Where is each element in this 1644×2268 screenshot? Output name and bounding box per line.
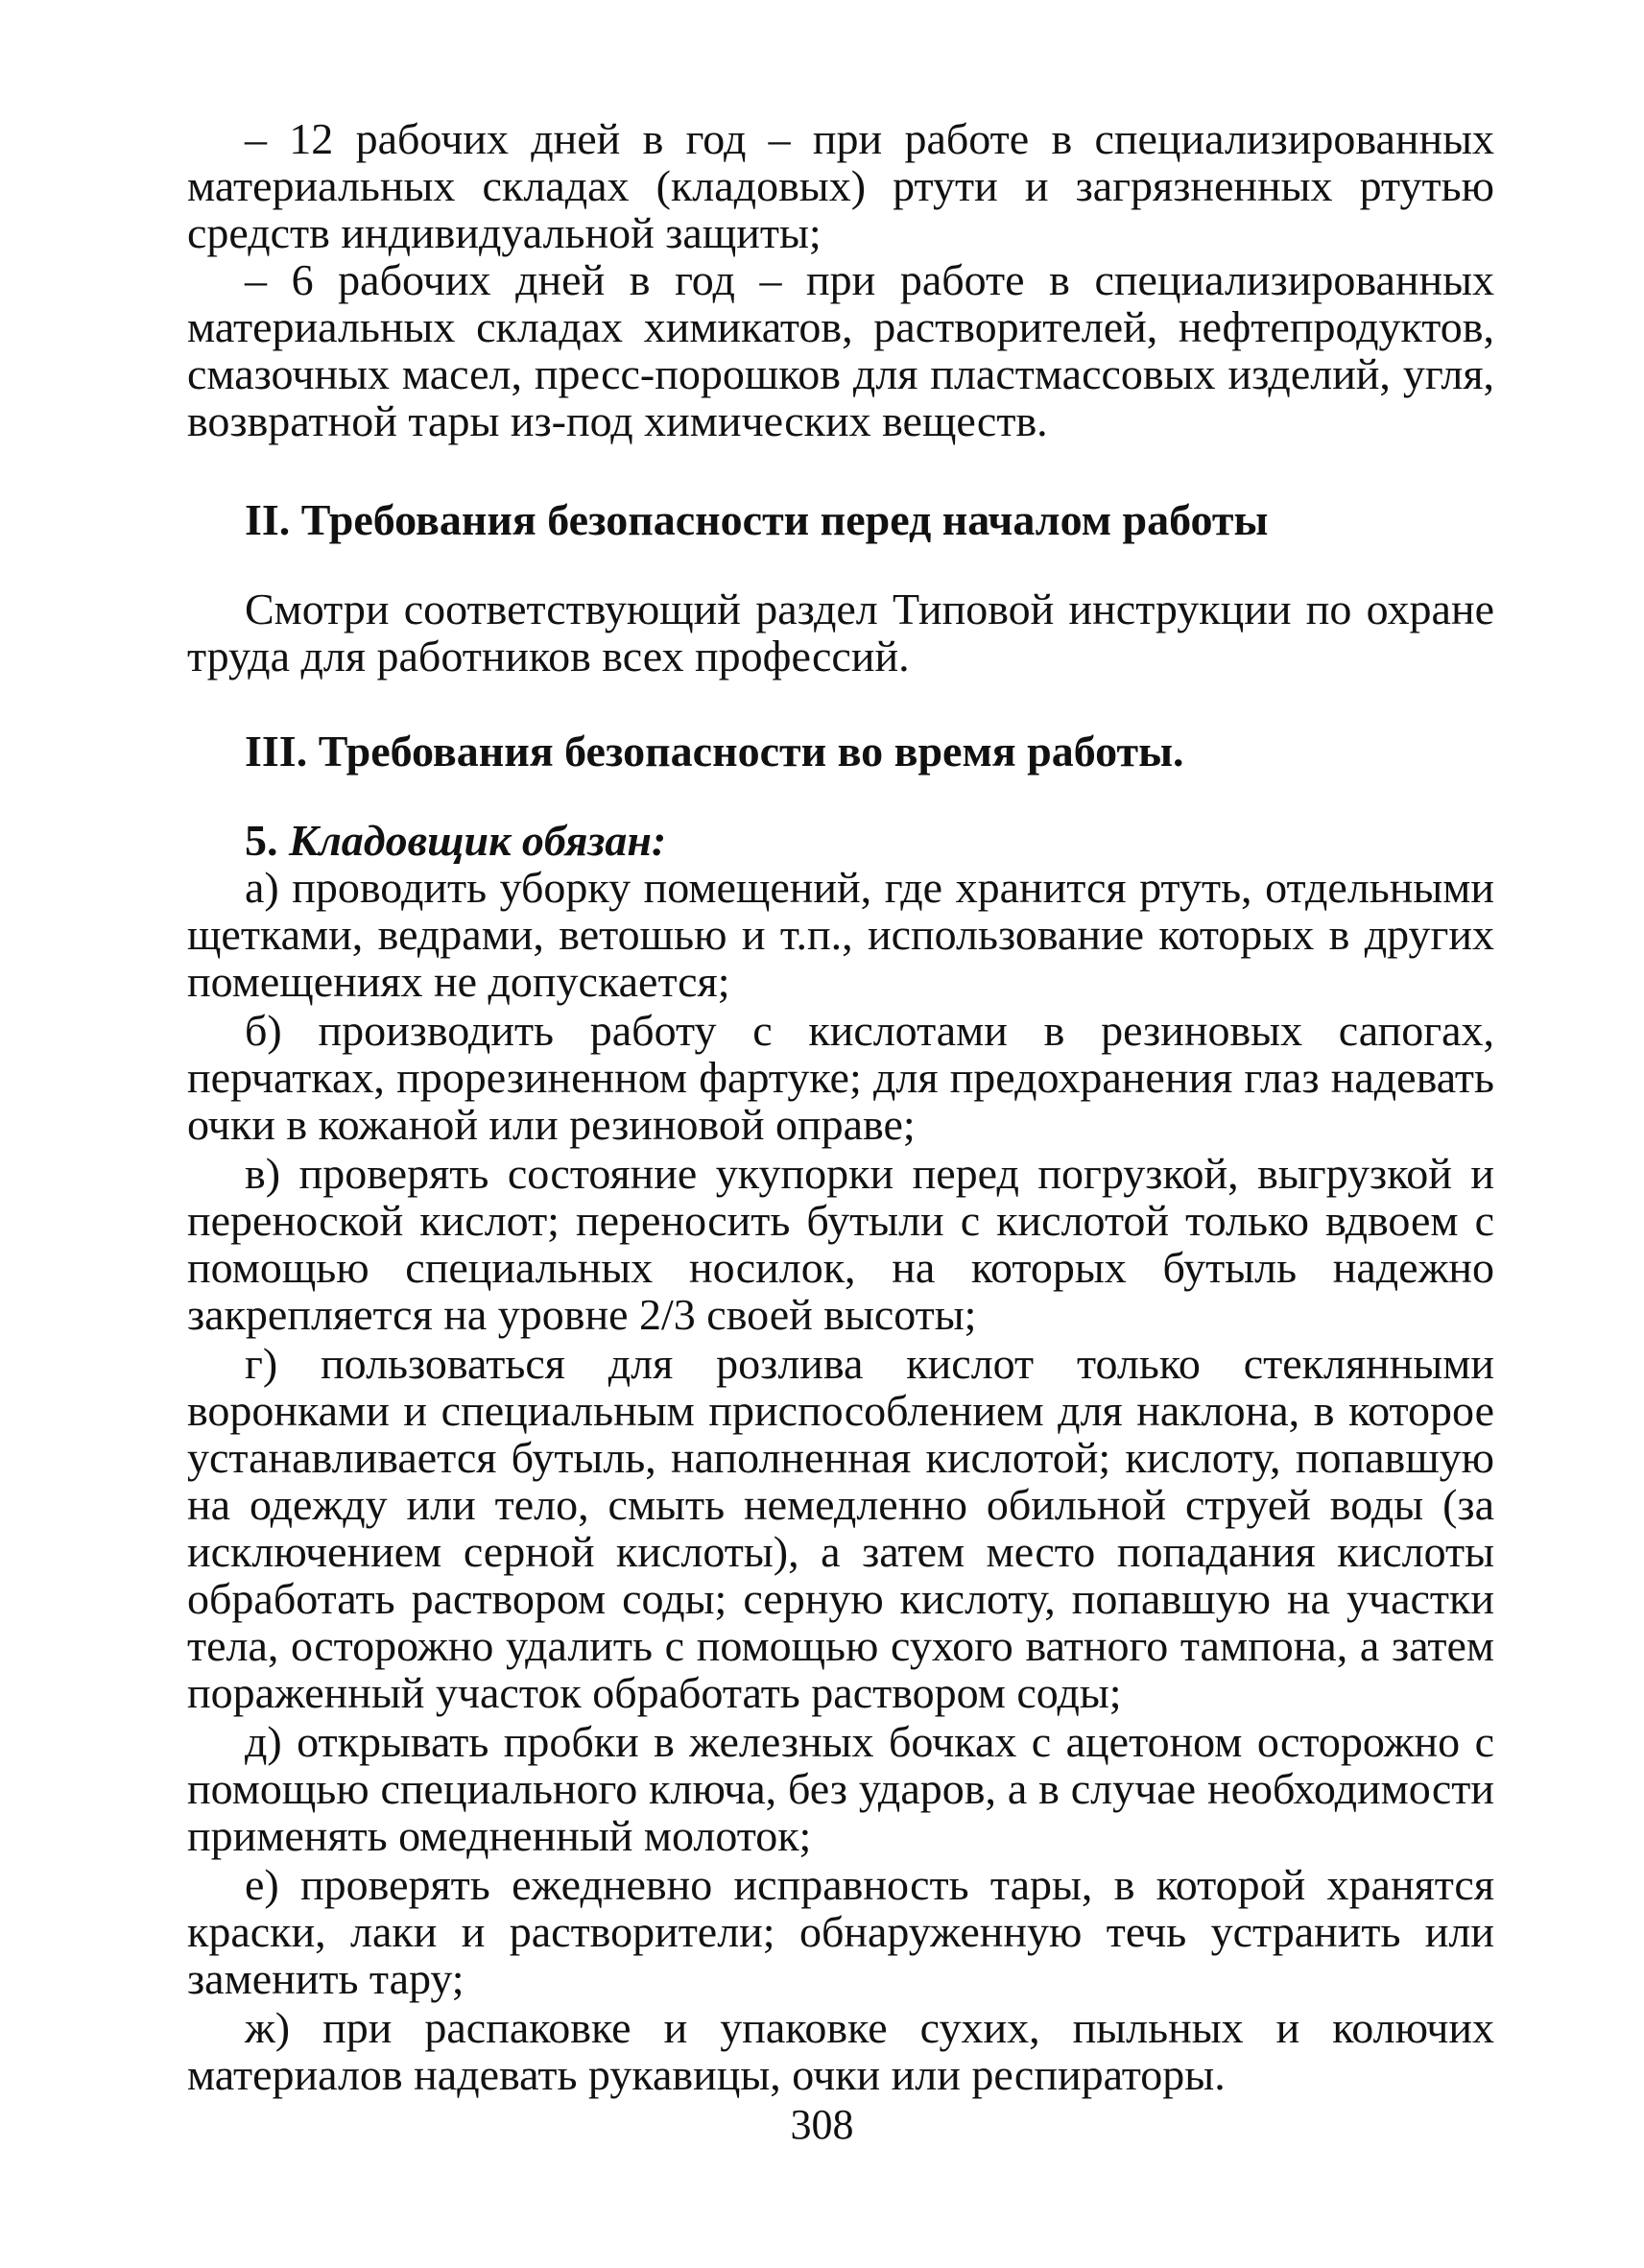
intro-lead: Кладовщик обязан: [289,816,667,865]
list-item: б) производить работу с кислотами в резиновых сапогах, перчатках, прорезиненном фартуке; для предохранения глаз надевать очки в кожаной или резиновой оправе; [187,1006,1494,1149]
section-heading: III. Требования безопасности во время работы. [245,727,1184,776]
section-heading: II. Требования безопасности перед началом работы [245,495,1269,544]
list-item: – 6 рабочих дней в год – при работе в специализированных материальных складах химикатов, растворителей, нефтепродуктов, смазочных масел, пресс-порошков для пластмассовых изделий, угля, возвратной тары из-под химических веществ. [187,255,1494,445]
intro-number: 5. [245,816,278,865]
section-intro [187,817,1494,864]
list-item: – 12 рабочих дней в год – при работе в специализированных материальных складах (кладовых) ртути и загрязненных ртутью средств индивидуальной защиты; [187,114,1494,257]
list-item: а) проводить уборку помещений, где хранится ртуть, отдельными щетками, ведрами, ветошью и т.п., использование которых в других помещениях не допускается; [187,863,1494,1006]
document-page [187,115,1494,2100]
list-item: в) проверять состояние укупорки перед погрузкой, выгрузкой и переноской кислот; переносить бутыли с кислотой только вдвоем с помощью специальных носилок, на которых бутыль надежно закрепляется на уровне 2/3 своей высоты; [187,1149,1494,1339]
list-item: д) открывать пробки в железных бочках с ацетоном осторожно с помощью специального ключа, без ударов, а в случае необходимости применять омедненный молоток; [187,1717,1494,1860]
section-text: Смотри соответствующий раздел Типовой инструкции по охране труда для работников всех профессий. [187,585,1494,680]
list-item: ж) при распаковке и упаковке сухих, пыльных и колючих материалов надевать рукавицы, очки или респираторы. [187,2003,1494,2099]
page-number: 308 [790,2101,854,2148]
list-item: г) пользоваться для розлива кислот только стеклянными воронками и специальным приспособлением для наклона, в которое устанавливается бутыль, наполненная кислотой; кислоту, попавшую на одежду или тело, смыть немедленно обильной струей воды (за исключением серной кислоты), а затем место попадания кислоты обработать раствором соды; серную кислоту, попавшую на участки тела, осторожно удалить с помощью сухого ватного тампона, а затем пораженный участок обработать раствором соды; [187,1339,1494,1717]
list-item: е) проверять ежедневно исправность тары, в которой хранятся краски, лаки и растворители; обнаруженную течь устранить или заменить тару; [187,1860,1494,2003]
